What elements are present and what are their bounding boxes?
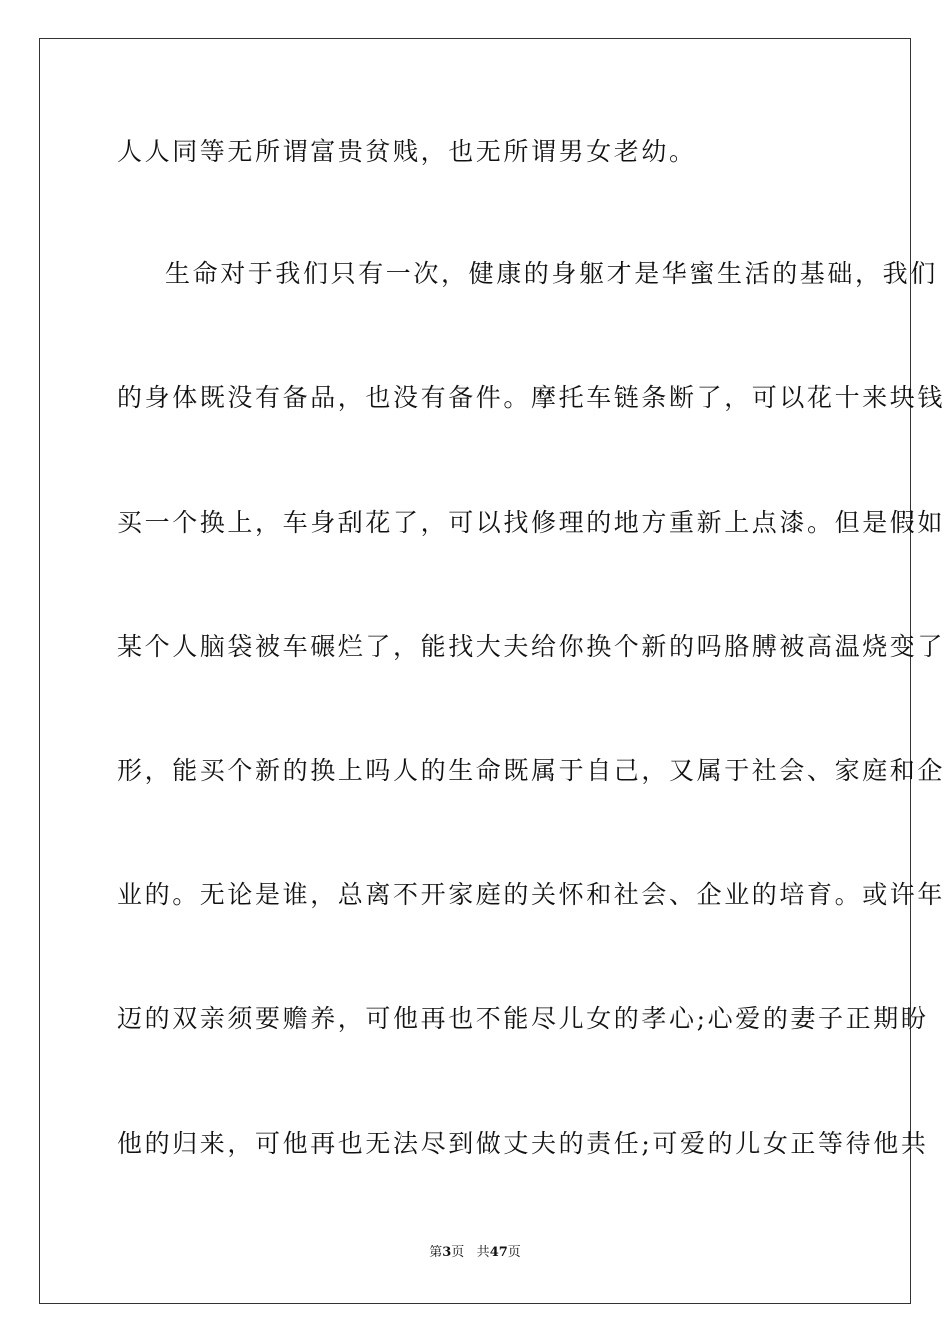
- footer-total-suffix: 页: [507, 1245, 521, 1260]
- footer-total-prefix: 共: [476, 1245, 490, 1260]
- page-footer: [0, 1245, 950, 1261]
- footer-page-number: 3: [442, 1245, 452, 1260]
- text-line-1: 人人同等无所谓富贵贫贱，也无所谓男女老幼。: [117, 137, 697, 166]
- text-line-7: 业的。无论是谁，总离不开家庭的关怀和社会、企业的培育。或许年: [117, 880, 946, 909]
- text-line-2: 生命对于我们只有一次，健康的身躯才是华蜜生活的基础，我们: [165, 259, 938, 288]
- text-line-5: 某个人脑袋被车碾烂了，能找大夫给你换个新的吗胳膊被高温烧变了: [117, 632, 946, 661]
- text-line-4: 买一个换上，车身刮花了，可以找修理的地方重新上点漆。但是假如: [117, 508, 946, 537]
- footer-total-pages: 47: [489, 1245, 508, 1260]
- page-border: [39, 38, 946, 1304]
- text-line-8: 迈的双亲须要赡养，可他再也不能尽儿女的孝心;心爱的妻子正期盼: [117, 1004, 929, 1033]
- text-line-3: 的身体既没有备品，也没有备件。摩托车链条断了，可以花十来块钱: [117, 383, 946, 412]
- footer-page-suffix: 页: [451, 1245, 465, 1260]
- text-line-6: 形，能买个新的换上吗人的生命既属于自己，又属于社会、家庭和企: [117, 756, 946, 785]
- text-line-9: 他的归来，可他再也无法尽到做丈夫的责任;可爱的儿女正等待他共: [117, 1129, 929, 1158]
- footer-page-prefix: 第: [429, 1245, 443, 1260]
